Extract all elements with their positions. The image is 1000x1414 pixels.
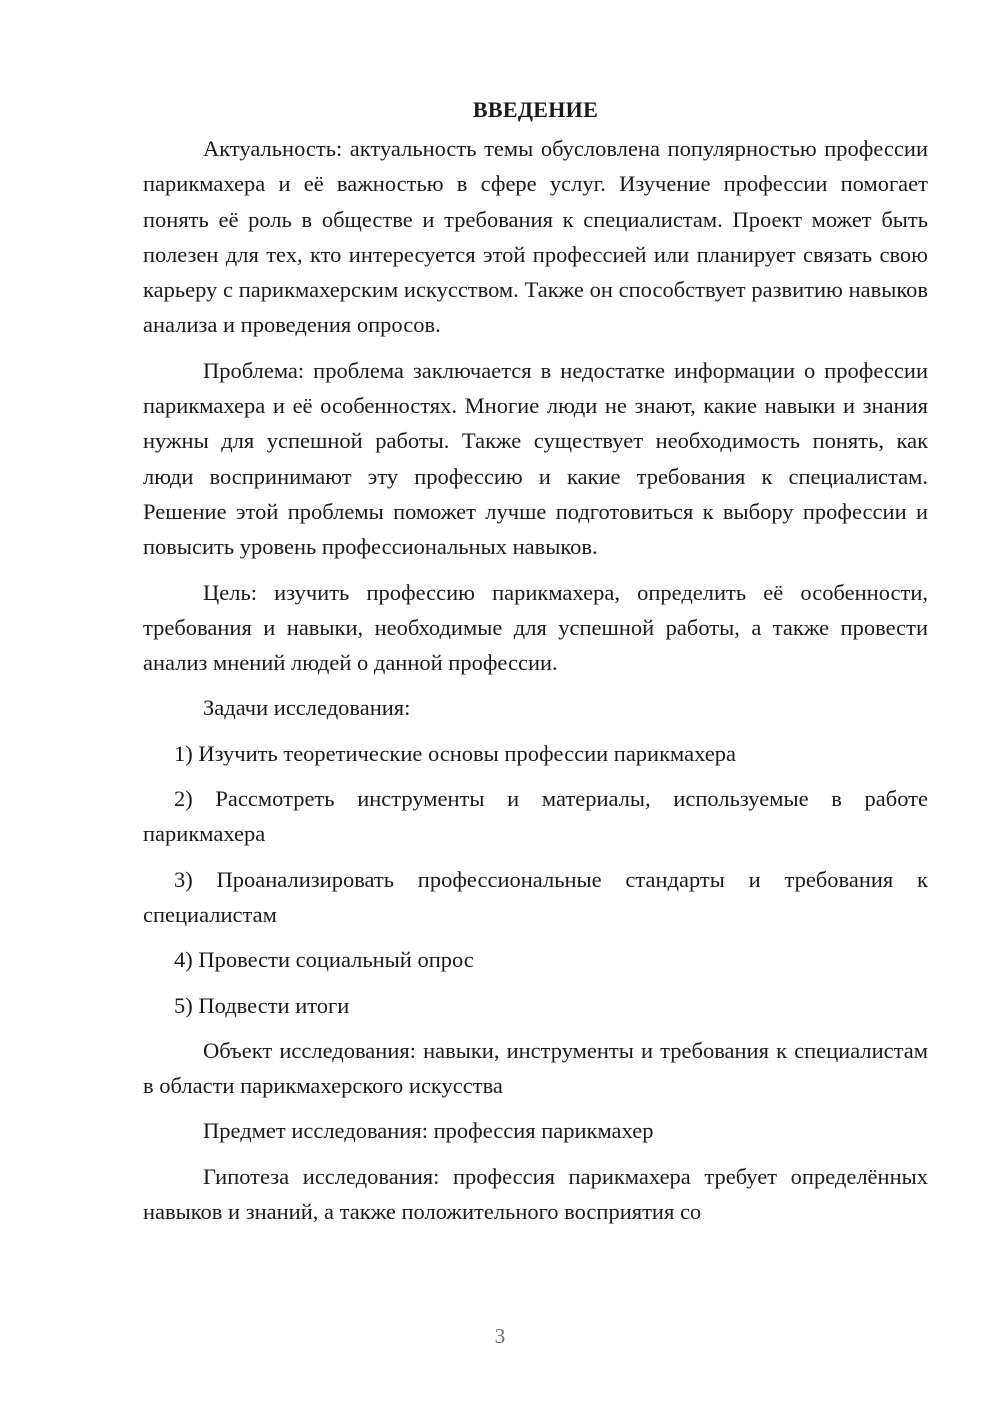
task-item-2: 2) Рассмотреть инструменты и материалы, используемые в работе парикмахера [143, 786, 928, 847]
task-item-4: 4) Провести социальный опрос [174, 947, 474, 973]
paragraph-tasks-heading: Задачи исследования: [203, 695, 411, 721]
paragraph-problem: Проблема: проблема заключается в недостатке информации о профессии парикмахера и её особенностях. Многие люди не знают, какие навыки и знания нужны для успешной работы. Также существует необходимость понять, как люди воспринимают эту профессию и какие требования к специалистам. Решение этой проблемы поможет лучше подготовиться к выбору профессии и повысить уровень профессиональных навыков. [143, 357, 928, 560]
page-title: ВВЕДЕНИЕ [472, 97, 599, 122]
task-item-1: 1) Изучить теоретические основы профессии парикмахера [174, 740, 737, 766]
paragraph-subject: Предмет исследования: профессия парикмахер [203, 1118, 654, 1144]
page-body [143, 92, 928, 1229]
task-item-3: 3) Проанализировать профессиональные стандарты и требования к специалистам [143, 866, 928, 927]
paragraph-hypothesis: Гипотеза исследования: профессия парикмахера требует определённых навыков и знаний, а также положительного восприятия со [143, 1163, 928, 1225]
task-item-5: 5) Подвести итоги [174, 992, 350, 1018]
paragraph-goal: Цель: изучить профессию парикмахера, определить её особенности, требования и навыки, необходимые для успешной работы, а также провести анализ мнений людей о данной профессии. [143, 579, 928, 676]
paragraph-relevance: Актуальность: актуальность темы обусловлена популярностью профессии парикмахера и её важностью в сфере услуг. Изучение профессии помогает понять её роль в обществе и требования к специалистам. Проект может быть полезен для тех, кто интересуется этой профессией или планирует связать свою карьеру с парикмахерским искусством. Также он способствует развитию навыков анализа и проведения опросов. [143, 136, 928, 338]
page-number: 3 [494, 1324, 506, 1348]
paragraph-object: Объект исследования: навыки, инструменты и требования к специалистам в области парикмахерского искусства [143, 1037, 928, 1099]
